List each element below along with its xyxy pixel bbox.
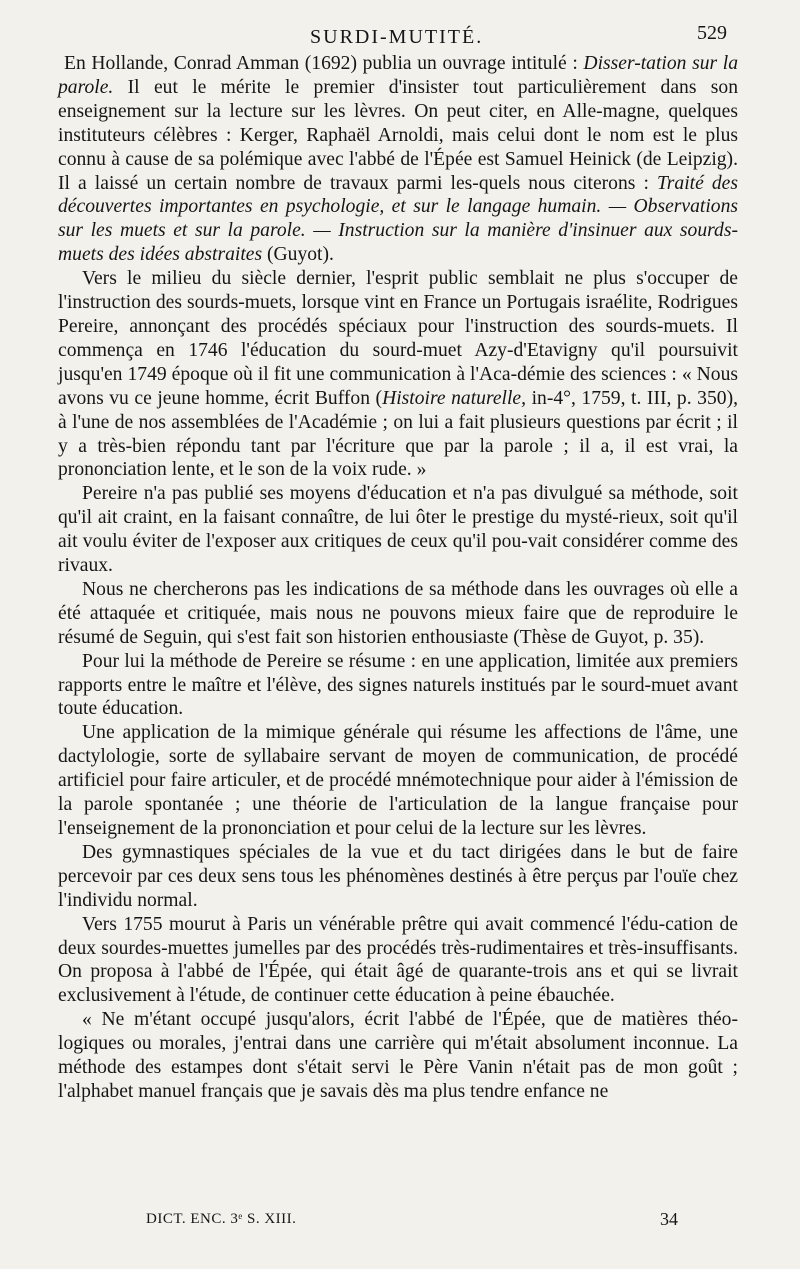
paragraph-4: Nous ne chercherons pas les indications de sa méthode dans les ouvrages où elle a été attaquée et critiquée, mais nous ne pouvons mieux faire que de reproduire le résumé de Seguin, qui s'est fait son historien enthousiaste (Thèse de Guyot, p. 35). — [58, 578, 738, 648]
page-footer — [0, 1211, 800, 1235]
paragraph-9: « Ne m'étant occupé jusqu'alors, écrit l'abbé de l'Épée, que de matières théo-logiques ou morales, j'entrai dans une carrière qui m'était absolument inconnue. La méthode des estampes dont s'était servi le Père Vanin n'était pas de mon goût ; l'alphabet manuel français que je savais dès ma plus tendre enfance ne — [58, 1009, 738, 1102]
paragraph-1-text-e: (Guyot). — [262, 244, 334, 266]
paragraph-1 — [58, 52, 738, 267]
paragraph-8: Vers 1755 mourut à Paris un vénérable prêtre qui avait commencé l'édu-cation de deux sourdes-muettes jumelles par des procédés très-rudimentaires et très-insuffisants. On proposa à l'abbé de l'Épée, qui était âgé de quarante-trois ans et qui se livrait exclusivement à l'étude, de continuer cette éducation à peine ébauchée. — [58, 913, 738, 1007]
paragraph-1-text-a: En Hollande, Conrad Amman (1692) publia un ouvrage intitulé : — [64, 53, 584, 74]
signature-folio: 34 — [660, 1209, 678, 1229]
page-number: 529 — [697, 22, 727, 44]
running-title: SURDI-MUTITÉ. — [310, 26, 484, 48]
heinick-works-titles: Traité des découvertes importantes en psychologie, et sur le langage humain. — Observations sur les muets et sur la parole. — Instruction sur la manière d'insinuer aux sourds-muets des idées abstraites — [58, 172, 738, 266]
paragraph-6: Une application de la mimique générale qui résume les affections de l'âme, une dactylologie, sorte de syllabaire servant de moyen de communication, de procédé artificiel pour faire articuler, et de procédé mnémotechnique pour aider à l'émission de la parole spontanée ; une théorie de l'articulation de la langue française pour l'enseignement de la prononciation et pour celui de la lecture sur les lèvres. — [58, 722, 738, 839]
body-text — [58, 52, 738, 1104]
book-title-histoire-naturelle: Histoire naturelle, — [382, 387, 527, 409]
book-title-dissertation: Disser-tation sur la parole. — [58, 53, 738, 98]
paragraph-5: Pour lui la méthode de Pereire se résume : en une application, limitée aux premiers rapports entre le maître et l'élève, des signes naturels institués par le sourd-muet avant toute éducation. — [58, 650, 738, 720]
paragraph-2-text-c: in-4°, 1759, t. III, p. 350), à l'une de nos assemblées de l'Académie ; on lui a fait plusieurs questions par écrit ; il y a très-bien répondu tant par l'écriture que par la parole ; il a, il est vrai, la prononciation lente, et le son de la voix rude. » — [58, 387, 738, 481]
paragraph-2 — [58, 267, 738, 482]
page-header — [0, 22, 800, 54]
paragraph-2-text-a: Vers le milieu du siècle dernier, l'esprit public semblait ne plus s'occuper de l'instruction des sourds-muets, lorsque vint en France un Portugais israélite, Rodrigues Pereire, annonçant des procédés spéciaux pour l'instruction des sourds-muets. Il commença en 1746 l'éducation du sourd-muet Azy-d'Etavigny qu'il poursuivit jusqu'en 1749 époque où il fit une communication à l'Aca-démie des sciences : « Nous avons vu ce jeune homme, écrit Buffon ( — [58, 268, 738, 409]
printer-signature: DICT. ENC. 3ᵉ S. XIII. — [146, 1211, 297, 1227]
paragraph-7: Des gymnastiques spéciales de la vue et du tact dirigées dans le but de faire percevoir par ces deux sens tous les phénomènes destinés à être perçus par l'ouïe chez l'individu normal. — [58, 841, 738, 911]
paragraph-3: Pereire n'a pas publié ses moyens d'éducation et n'a pas divulgué sa méthode, soit qu'il ait craint, en la faisant connaître, de lui ôter le prestige du mysté-rieux, soit qu'il ait voulu éviter de l'exposer aux critiques de ceux qu'il pou-vait considérer comme des rivaux. — [58, 483, 738, 577]
paragraph-1-text-c: Il eut le mérite le premier d'insister tout particulièrement dans son enseignement sur la lecture sur les lèvres. On peut citer, en Alle-magne, quelques instituteurs célèbres : Kerger, Raphaël Arnoldi, mais celui dont le nom est le plus connu à cause de sa polémique avec l'abbé de l'Épée est Samuel Heinick (de Leipzig). Il a laissé un certain nombre de travaux parmi les-quels nous citerons : — [58, 76, 738, 194]
